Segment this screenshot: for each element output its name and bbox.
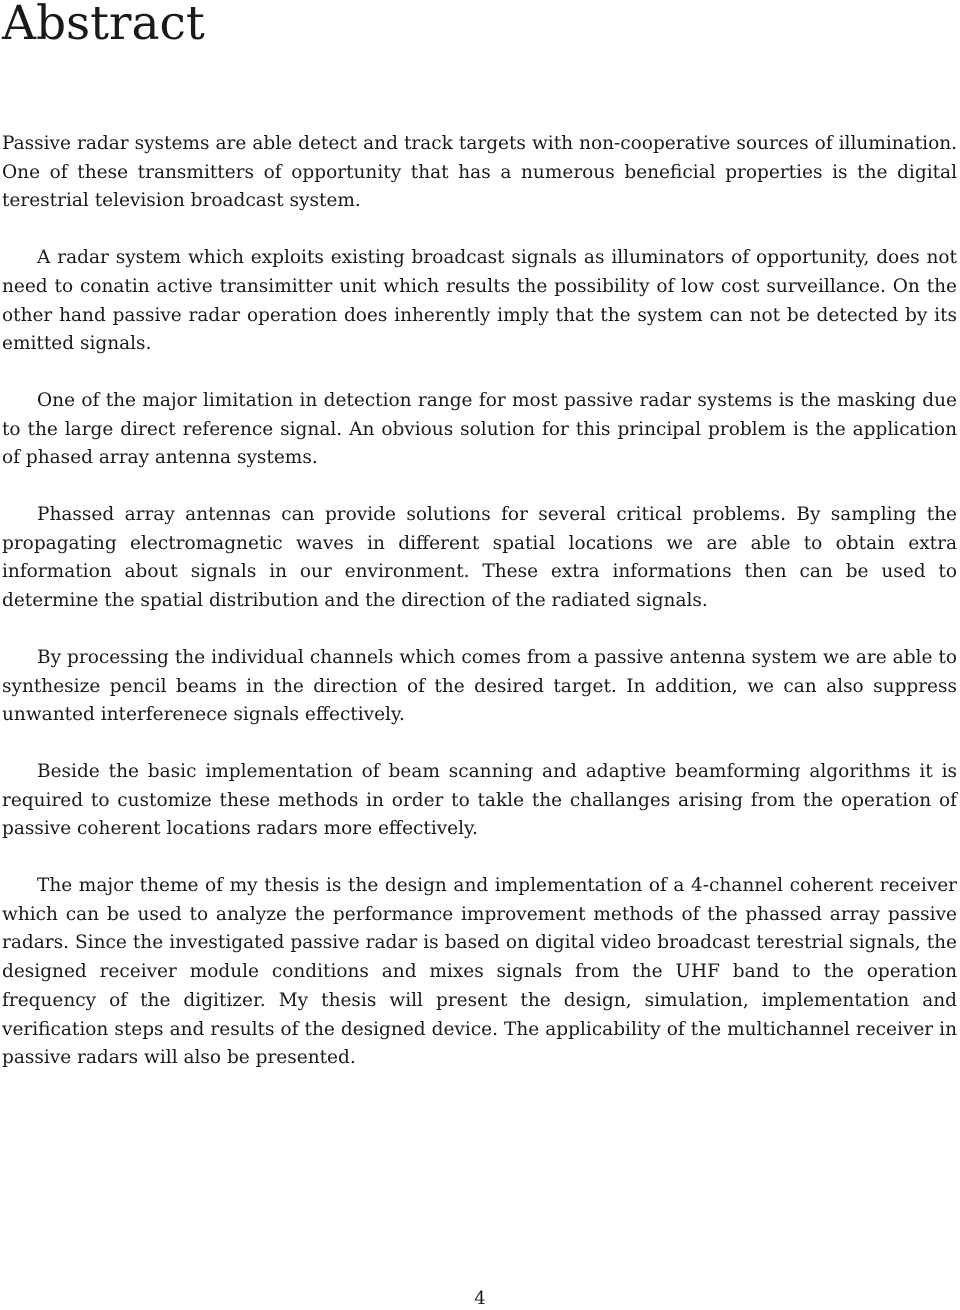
paragraph-7: The major theme of my thesis is the design and implementation of a 4-channel coherent receiver which can be used to analyze the performance improvement methods of the phassed array passive radars. Since the investigated passive radar is based on digital video broadcast terestrial signals, the designed receiver module conditions and mixes signals from the UHF band to the operation frequency of the digitizer. My thesis will present the design, simulation, implementation and verification steps and results of the designed device. The applicability of the multichannel receiver in passive radars will also be presented. (2, 875, 957, 1069)
paragraph-6: Beside the basic implementation of beam scanning and adaptive beamforming algorithms it is required to customize these methods in order to takle the challanges arising from the operation of passive coherent locations radars more effectively. (2, 760, 957, 840)
paragraph-3: One of the major limitation in detection range for most passive radar systems is the masking due to the large direct reference signal. An obvious solution for this principal problem is the application of phased array antenna systems. (2, 389, 957, 469)
paragraph-1: Passive radar systems are able detect and track targets with non-cooperative sources of illumination. One of these transmitters of opportunity that has a numerous beneficial properties is the digital terestrial television broadcast system. (2, 133, 957, 212)
paragraph-4: Phassed array antennas can provide solutions for several critical problems. By sampling the propagating electromagnetic waves in different spatial locations we are able to obtain extra information about signals in our environment. These extra informations then can be used to determine the spatial distribution and the direction of the radiated signals. (2, 504, 957, 612)
abstract-body (2, 130, 957, 1101)
paragraph-2: A radar system which exploits existing broadcast signals as illuminators of opportunity, does not need to conatin active transimitter unit which results the possibility of low cost surveillance. On the other hand passive radar operation does inherently imply that the system can not be detected by its emitted signals. (2, 247, 957, 355)
section-title: Abstract (2, 0, 205, 51)
page-number: 4 (474, 1288, 486, 1309)
paragraph-5: By processing the individual channels which comes from a passive antenna system we are able to synthesize pencil beams in the direction of the desired target. In addition, we can also suppress unwanted interferenece signals effectively. (2, 646, 957, 726)
